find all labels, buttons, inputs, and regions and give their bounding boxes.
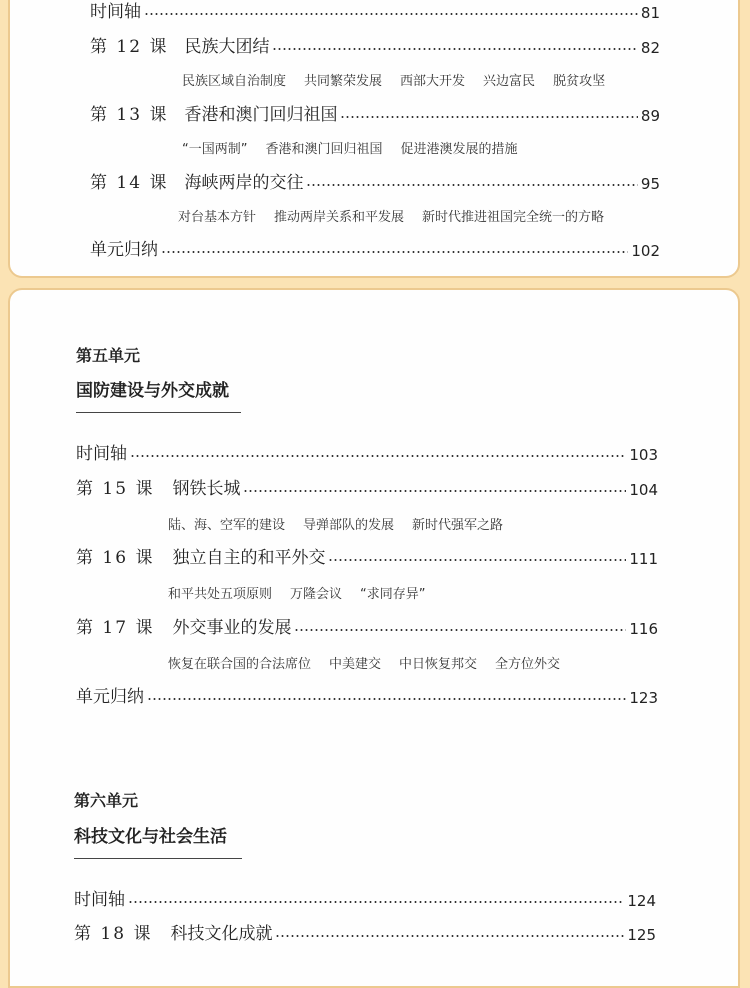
unit-divider — [76, 412, 241, 413]
toc-entry-lesson-15[interactable] — [76, 475, 658, 499]
entry-title: 时间轴 — [90, 2, 141, 22]
subtopic: 中美建交 — [329, 657, 382, 672]
lesson-title: 独立自主的和平外交 — [172, 548, 326, 568]
lesson-title: 民族大团结 — [184, 37, 270, 57]
page-number: 102 — [631, 242, 660, 260]
leader-dots — [130, 455, 626, 457]
subtopic: 民族区域自治制度 — [182, 74, 287, 89]
subtopic: “一国两制” — [182, 142, 248, 157]
toc-entry-timeline[interactable] — [90, 0, 660, 22]
page-number: 89 — [640, 107, 660, 125]
entry-title: 单元归纳 — [90, 240, 158, 260]
unit-title: 科技文化与社会生活 — [74, 827, 227, 847]
page-number: 103 — [629, 446, 658, 464]
lesson-subtopics — [168, 653, 578, 672]
lesson-subtopics — [182, 70, 623, 89]
toc-entry-timeline[interactable] — [76, 440, 658, 464]
unit-divider — [74, 858, 242, 859]
subtopic: 导弹部队的发展 — [303, 518, 395, 533]
subtopic: 香港和澳门回归祖国 — [265, 142, 383, 157]
toc-entry-lesson-16[interactable] — [76, 544, 658, 568]
subtopic: 推动两岸关系和平发展 — [274, 210, 405, 225]
lesson-title: 钢铁长城 — [172, 479, 241, 499]
leader-dots — [294, 629, 626, 631]
subtopic: 兴边富民 — [483, 74, 536, 89]
leader-dots — [306, 184, 637, 186]
lesson-number: 第 17 课 — [76, 618, 155, 638]
lesson-title: 科技文化成就 — [170, 924, 273, 944]
leader-dots — [328, 559, 626, 561]
subtopic: 共同繁荣发展 — [304, 74, 383, 89]
page-number: 116 — [629, 620, 658, 638]
subtopic: 西部大开发 — [400, 74, 466, 89]
page-number: 111 — [629, 550, 658, 568]
page-number: 82 — [640, 39, 660, 57]
lesson-subtopics — [182, 138, 536, 157]
entry-title: 时间轴 — [74, 890, 125, 910]
entry-title: 单元归纳 — [76, 687, 144, 707]
leader-dots — [243, 490, 626, 492]
lesson-number: 第 13 课 — [90, 105, 169, 125]
unit-label: 第六单元 — [74, 791, 139, 810]
subtopic: 全方位外交 — [495, 657, 561, 672]
lesson-title: 香港和澳门回归祖国 — [184, 105, 338, 125]
toc-entry-summary[interactable] — [90, 236, 660, 260]
subtopic: 和平共处五项原则 — [168, 587, 273, 602]
unit-label: 第五单元 — [76, 346, 141, 365]
leader-dots — [144, 13, 638, 15]
toc-entry-lesson-12[interactable] — [90, 33, 660, 57]
lesson-number: 第 12 课 — [90, 37, 169, 57]
lesson-subtopics — [168, 583, 444, 602]
lesson-subtopics — [168, 514, 521, 533]
subtopic: 新时代强军之路 — [412, 518, 504, 533]
page-number: 95 — [640, 175, 660, 193]
toc-entry-lesson-18[interactable] — [74, 920, 656, 944]
page-number: 123 — [629, 689, 658, 707]
page-number: 81 — [640, 4, 660, 22]
subtopic: 恢复在联合国的合法席位 — [168, 657, 312, 672]
leader-dots — [272, 48, 637, 50]
unit-title: 国防建设与外交成就 — [76, 381, 229, 401]
lesson-number: 第 15 课 — [76, 479, 155, 499]
leader-dots — [161, 251, 628, 253]
toc-entry-lesson-13[interactable] — [90, 101, 660, 125]
leader-dots — [147, 698, 626, 700]
lesson-title: 海峡两岸的交往 — [184, 173, 304, 193]
subtopic: 促进港澳发展的措施 — [400, 142, 518, 157]
subtopic: “求同存异” — [360, 587, 426, 602]
lesson-number: 第 16 课 — [76, 548, 155, 568]
page-number: 104 — [629, 481, 658, 499]
leader-dots — [340, 116, 637, 118]
entry-title: 时间轴 — [76, 444, 127, 464]
lesson-number: 第 18 课 — [74, 924, 153, 944]
toc-entry-lesson-17[interactable] — [76, 614, 658, 638]
lesson-title: 外交事业的发展 — [172, 618, 292, 638]
lesson-subtopics — [178, 206, 622, 225]
toc-entry-summary[interactable] — [76, 683, 658, 707]
subtopic: 对台基本方针 — [178, 210, 257, 225]
leader-dots — [275, 935, 624, 937]
subtopic: 脱贫攻坚 — [553, 74, 606, 89]
subtopic: 中日恢复邦交 — [399, 657, 478, 672]
subtopic: 万隆会议 — [290, 587, 343, 602]
page-number: 125 — [627, 926, 656, 944]
toc-entry-lesson-14[interactable] — [90, 169, 660, 193]
subtopic: 陆、海、空军的建设 — [168, 518, 286, 533]
leader-dots — [128, 901, 624, 903]
page-number: 124 — [627, 892, 656, 910]
lesson-number: 第 14 课 — [90, 173, 169, 193]
subtopic: 新时代推进祖国完全统一的方略 — [422, 210, 605, 225]
toc-entry-timeline[interactable] — [74, 886, 656, 910]
